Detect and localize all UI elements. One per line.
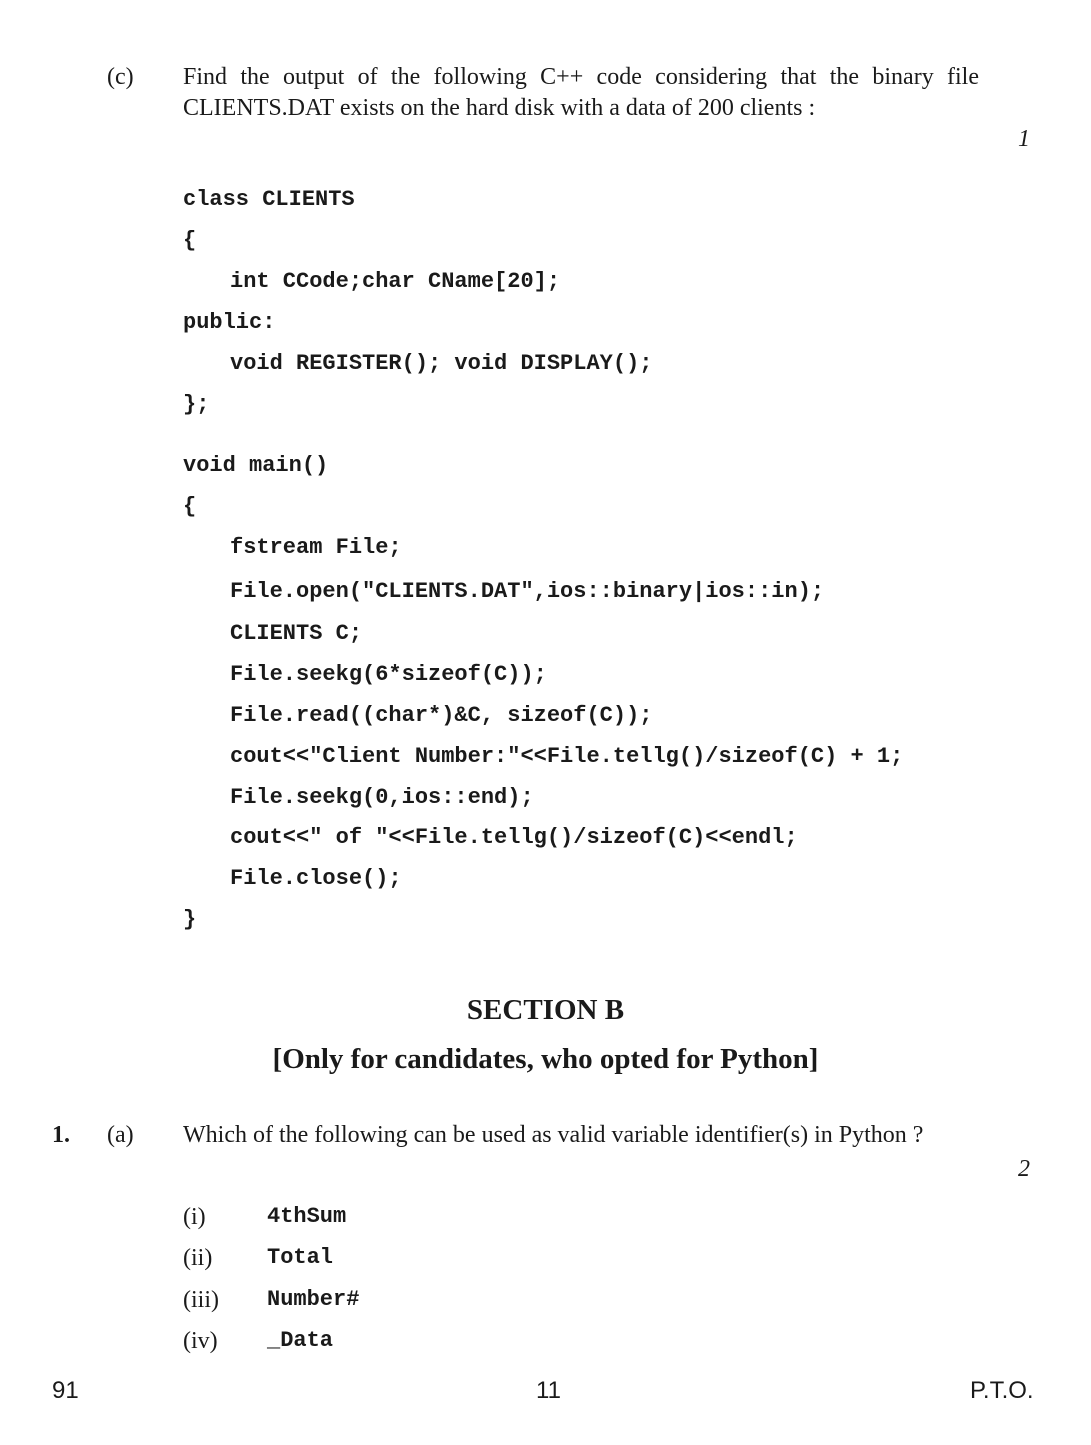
code-line: } <box>183 907 197 932</box>
code-line: File.open("CLIENTS.DAT",ios::binary|ios::in); <box>230 579 825 604</box>
option-value: _Data <box>267 1328 334 1353</box>
footer-pto: P.T.O. <box>970 1377 1034 1404</box>
option-value: Total <box>267 1245 334 1270</box>
code-line: void main() <box>183 453 329 478</box>
question-1a-marks: 2 <box>1018 1156 1030 1182</box>
section-subtitle: [Only for candidates, who opted for Python] <box>272 1043 819 1075</box>
code-line: int CCode;char CName[20]; <box>230 269 561 294</box>
code-line: }; <box>183 392 210 417</box>
question-1-number: 1. <box>52 1122 70 1148</box>
code-line: File.seekg(0,ios::end); <box>230 785 534 810</box>
option-label: (iv) <box>183 1328 218 1354</box>
question-c-marks: 1 <box>1018 126 1030 152</box>
code-line: File.read((char*)&C, sizeof(C)); <box>230 703 653 728</box>
footer-question-paper-code: 91 <box>52 1377 79 1404</box>
code-line: fstream File; <box>230 535 402 560</box>
code-line: void REGISTER(); void DISPLAY(); <box>230 351 653 376</box>
code-line: File.seekg(6*sizeof(C)); <box>230 662 547 687</box>
code-line: CLIENTS C; <box>230 621 363 646</box>
code-line: public: <box>183 310 276 335</box>
option-label: (i) <box>183 1204 206 1230</box>
question-c-label: (c) <box>107 64 134 90</box>
code-line: { <box>183 494 197 519</box>
code-line: cout<<" of "<<File.tellg()/sizeof(C)<<endl; <box>230 825 798 850</box>
footer-page-number: 11 <box>536 1377 561 1404</box>
option-label: (ii) <box>183 1245 213 1271</box>
option-value: 4thSum <box>267 1204 347 1229</box>
question-1a-label: (a) <box>107 1122 134 1148</box>
code-line: class CLIENTS <box>183 187 355 212</box>
option-value: Number# <box>267 1287 360 1312</box>
section-title: SECTION B <box>466 994 625 1026</box>
code-line: File.close(); <box>230 866 402 891</box>
question-1a-text: Which of the following can be used as valid variable identifier(s) in Python ? <box>183 1122 924 1148</box>
code-line: { <box>183 228 197 253</box>
option-label: (iii) <box>183 1287 219 1313</box>
code-line: cout<<"Client Number:"<<File.tellg()/sizeof(C) + 1; <box>230 744 904 769</box>
question-c-text: Find the output of the following C++ code considering that the binary file CLIENTS.DAT exists on the hard disk with a data of 200 clients : <box>183 64 979 121</box>
